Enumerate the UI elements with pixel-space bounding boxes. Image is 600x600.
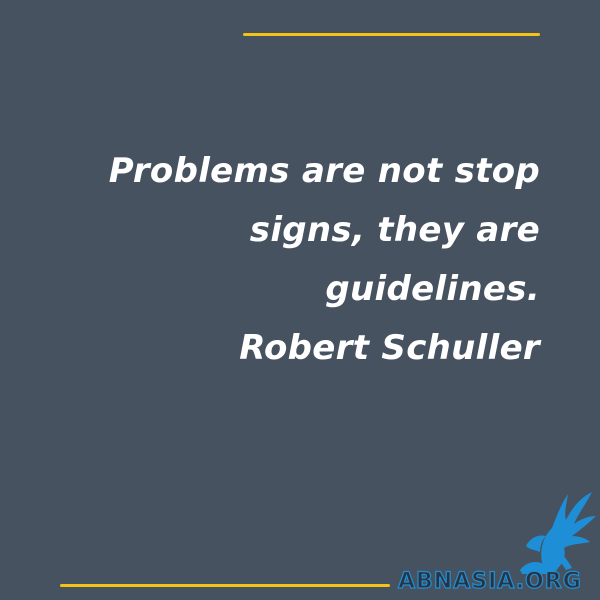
quote-line-1: Problems are not stop [108, 151, 540, 191]
top-accent-line [243, 33, 540, 36]
quote-text [40, 142, 540, 378]
quote-author: Robert Schuller [239, 328, 540, 368]
quote-line-3: guidelines. [325, 269, 540, 309]
winged-griffin-icon [516, 488, 598, 576]
quote-line-2: signs, they are [249, 210, 540, 250]
logo-text: ABNASIA.ORG [398, 569, 582, 594]
abnasia-logo [398, 488, 598, 598]
bottom-accent-line [60, 584, 390, 587]
